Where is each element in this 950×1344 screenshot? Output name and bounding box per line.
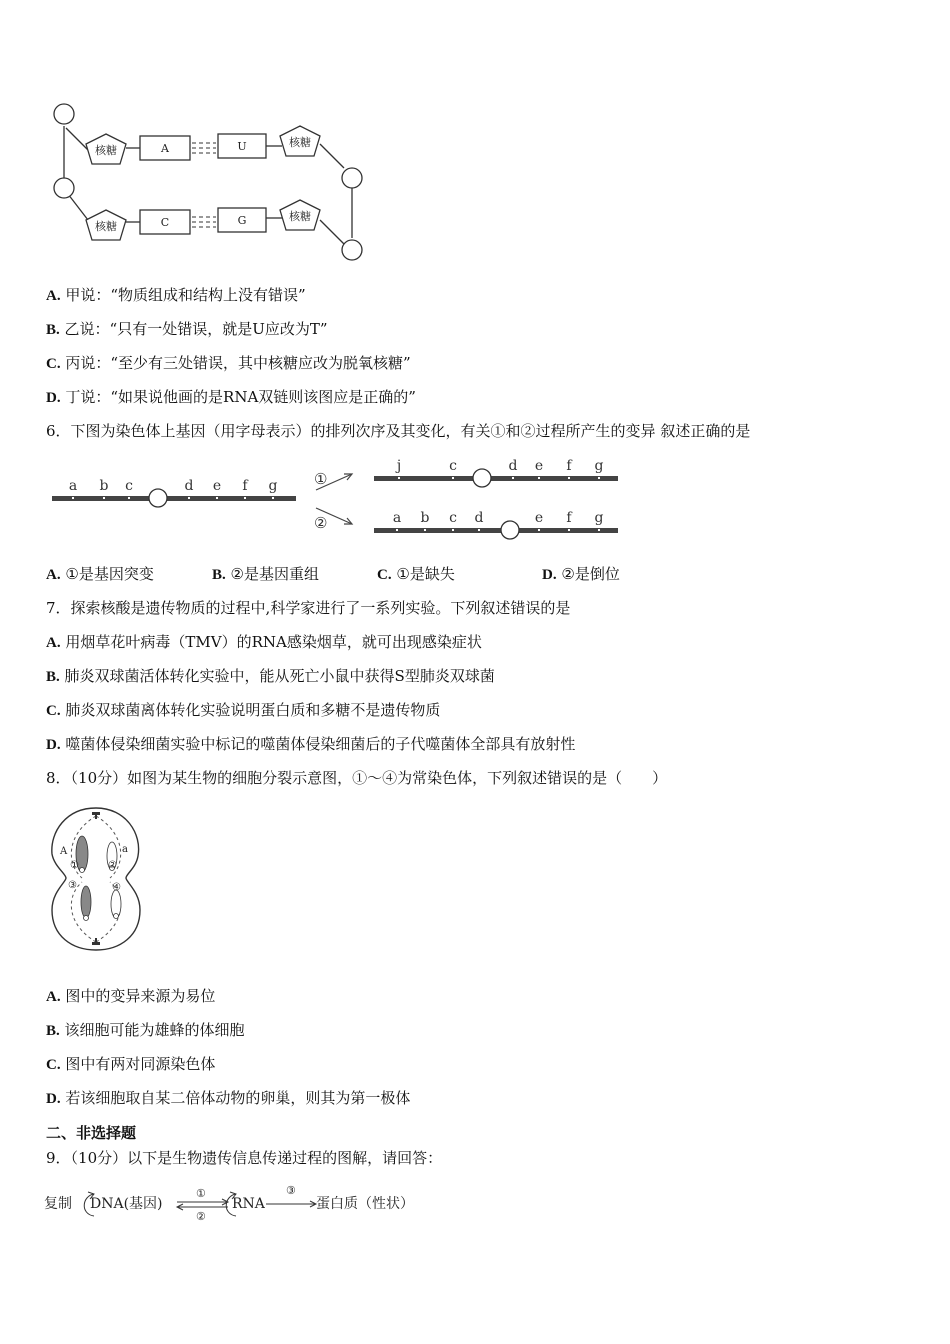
gene-label: d [184,478,194,494]
chrom-3: ③ [68,880,77,891]
q8-option-d: D. 若该细胞取自某二倍体动物的卵巢，则其为第一极体 [46,1089,411,1107]
chromosome-variation-figure [46,452,626,544]
gene-label: e [212,478,222,494]
protein-label: 蛋白质（性状） [316,1196,414,1212]
option-b: B. 乙说：“只有一处错误，就是U应改为T” [46,320,328,338]
gene-label: g [594,458,604,474]
gene-label: c [449,458,457,474]
dna-label: DNA(基因) [90,1196,163,1212]
gene-label: a [392,510,402,526]
q7-option-b: B. 肺炎双球菌活体转化实验中，能从死亡小鼠中获得S型肺炎双球菌 [46,667,495,685]
sugar-label: 核糖 [289,210,311,223]
base-label: U [237,140,247,153]
q7-option-c: C. 肺炎双球菌离体转化实验说明蛋白质和多糖不是遗传物质 [46,701,441,719]
gene-label: c [449,510,457,526]
q8-option-b: B. 该细胞可能为雄蜂的体细胞 [46,1021,245,1039]
q6-option-a: A. ①是基因突变 [46,565,154,583]
nucleotide-structure-figure [44,100,374,270]
q8-option-a: A. 图中的变异来源为易位 [46,987,216,1005]
question-6-stem: 6．下图为染色体上基因（用字母表示）的排列次序及其变化，有关①和②过程所产生的变异 叙述正确的是 [46,422,751,440]
gene-label: c [125,478,133,494]
sugar-label: 核糖 [95,220,117,233]
gene-label: d [508,458,518,474]
chrom-1: ① [70,860,79,871]
process-2: ② [196,1210,206,1223]
q6-option-c: C. ①是缺失 [377,565,455,583]
chrom-4: ④ [112,882,121,893]
base-label: A [161,142,169,155]
gene-label: f [566,458,572,474]
gene-label: a [68,478,78,494]
process-1: ① [196,1187,206,1200]
gene-label: b [420,510,430,526]
allele-a: a [122,844,128,855]
arrow-label-1: ① [314,470,328,488]
q6-option-d: D. ②是倒位 [542,565,620,583]
copy-label: 复制 [44,1196,72,1212]
question-8-stem: 8．（10分）如图为某生物的细胞分裂示意图，①～④为常染色体，下列叙述错误的是（ ） [46,769,668,787]
option-c: C. 丙说：“至少有三处错误，其中核糖应改为脱氧核糖” [46,354,411,372]
q7-option-a: A. 用烟草花叶病毒（TMV）的RNA感染烟草，就可出现感染症状 [46,633,482,651]
allele-A: A [60,846,68,857]
gene-label: d [474,510,484,526]
q7-option-d: D. 噬菌体侵染细菌实验中标记的噬菌体侵染细菌后的子代噬菌体全部具有放射性 [46,735,576,753]
sugar-label: 核糖 [95,144,117,157]
central-dogma-figure [44,1180,444,1224]
section-heading: 二、非选择题 [46,1124,137,1142]
rna-label: RNA [232,1196,265,1212]
base-label: C [160,216,170,229]
gene-label: f [566,510,572,526]
base-label: G [237,214,247,227]
chrom-2: ② [108,860,117,871]
gene-label: f [242,478,248,494]
phosphate-circle [54,104,74,124]
cell-division-figure [46,804,146,954]
gene-label: e [534,510,544,526]
question-9-stem: 9．（10分）以下是生物遗传信息传递过程的图解，请回答： [46,1149,443,1167]
option-a: A. 甲说：“物质组成和结构上没有错误” [46,286,306,304]
option-d: D. 丁说：“如果说他画的是RNA双链则该图应是正确的” [46,388,416,406]
gene-label: g [268,478,278,494]
gene-label: j [396,458,402,474]
q6-option-b: B. ②是基因重组 [212,565,319,583]
gene-label: e [534,458,544,474]
gene-label: g [594,510,604,526]
gene-label: b [99,478,109,494]
question-7-stem: 7．探索核酸是遗传物质的过程中,科学家进行了一系列实验。下列叙述错误的是 [46,599,571,617]
phosphate-circle [342,240,362,260]
phosphate-circle [342,168,362,188]
sugar-label: 核糖 [289,136,311,149]
q8-option-c: C. 图中有两对同源染色体 [46,1055,216,1073]
arrow-label-2: ② [314,514,328,532]
phosphate-circle [54,178,74,198]
process-3: ③ [286,1184,296,1197]
